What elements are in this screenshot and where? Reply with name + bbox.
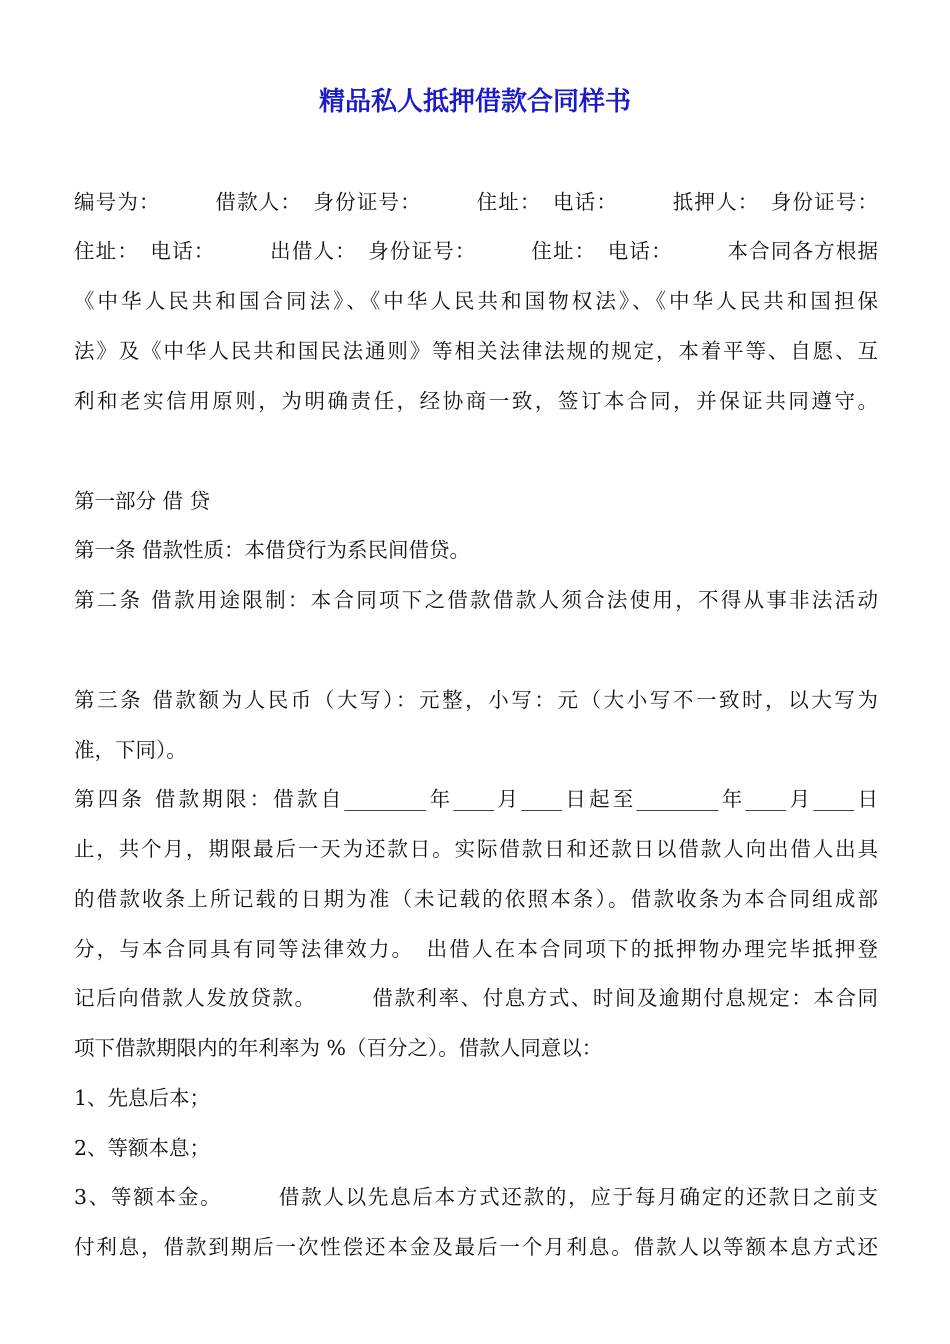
article-2: 第二条 借款用途限制：本合同项下之借款借款人须合法使用，不得从事非法活动 (74, 588, 878, 612)
article-4-line-1: 第四条 借款期限：借款自________年____月____日起至________年____月____日 (74, 787, 878, 811)
list-item-1: 1、先息后本； (74, 1086, 211, 1110)
article-4-line-3: 的借款收条上所记载的日期为准（未记载的依照本条）。借款收条为本合同组成部 (74, 887, 878, 911)
document-title: 精品私人抵押借款合同样书 (318, 87, 631, 117)
article-4-line-2: 止，共个月，期限最后一天为还款日。实际借款日和还款日以借款人向出借人出具 (74, 837, 878, 861)
article-1: 第一条 借款性质：本借贷行为系民间借贷。 (74, 538, 471, 562)
text-line-header-1: 编号为： 借款人： 身份证号： 住址： 电话： 抵押人： 身份证号： (74, 190, 878, 214)
text-line-preamble-1: 《中华人民共和国合同法》、《中华人民共和国物权法》、《中华人民共和国担保 (74, 289, 878, 313)
text-line-repayment: 付利息，借款到期后一次性偿还本金及最后一个月利息。借款人以等额本息方式还 (74, 1235, 878, 1259)
text-line-preamble-3: 利和老实信用原则，为明确责任，经协商一致，签订本合同，并保证共同遵守。 (74, 389, 878, 413)
text-line-preamble-2: 法》及《中华人民共和国民法通则》等相关法律法规的规定，本着平等、自愿、互 (74, 339, 878, 363)
text-line-header-2: 住址： 电话： 出借人： 身份证号： 住址： 电话： 本合同各方根据 (74, 239, 878, 263)
article-4-line-6: 项下借款期限内的年利率为 %（百分之）。借款人同意以： (74, 1036, 603, 1060)
article-3-line-2: 准，下同）。 (74, 738, 187, 762)
article-3-line-1: 第三条 借款额为人民币（大写）：元整，小写：元（大小写不一致时，以大写为 (74, 688, 878, 712)
section-heading: 第一部分 借 贷 (74, 489, 211, 513)
article-4-line-5: 记后向借款人发放贷款。 借款利率、付息方式、时间及逾期付息规定：本合同 (74, 986, 878, 1010)
article-4-line-4: 分，与本合同具有同等法律效力。 出借人在本合同项下的抵押物办理完毕抵押登 (74, 937, 878, 961)
list-item-2: 2、等额本息； (74, 1136, 211, 1160)
list-item-3: 3、等额本金。 借款人以先息后本方式还款的，应于每月确定的还款日之前支 (74, 1185, 878, 1209)
